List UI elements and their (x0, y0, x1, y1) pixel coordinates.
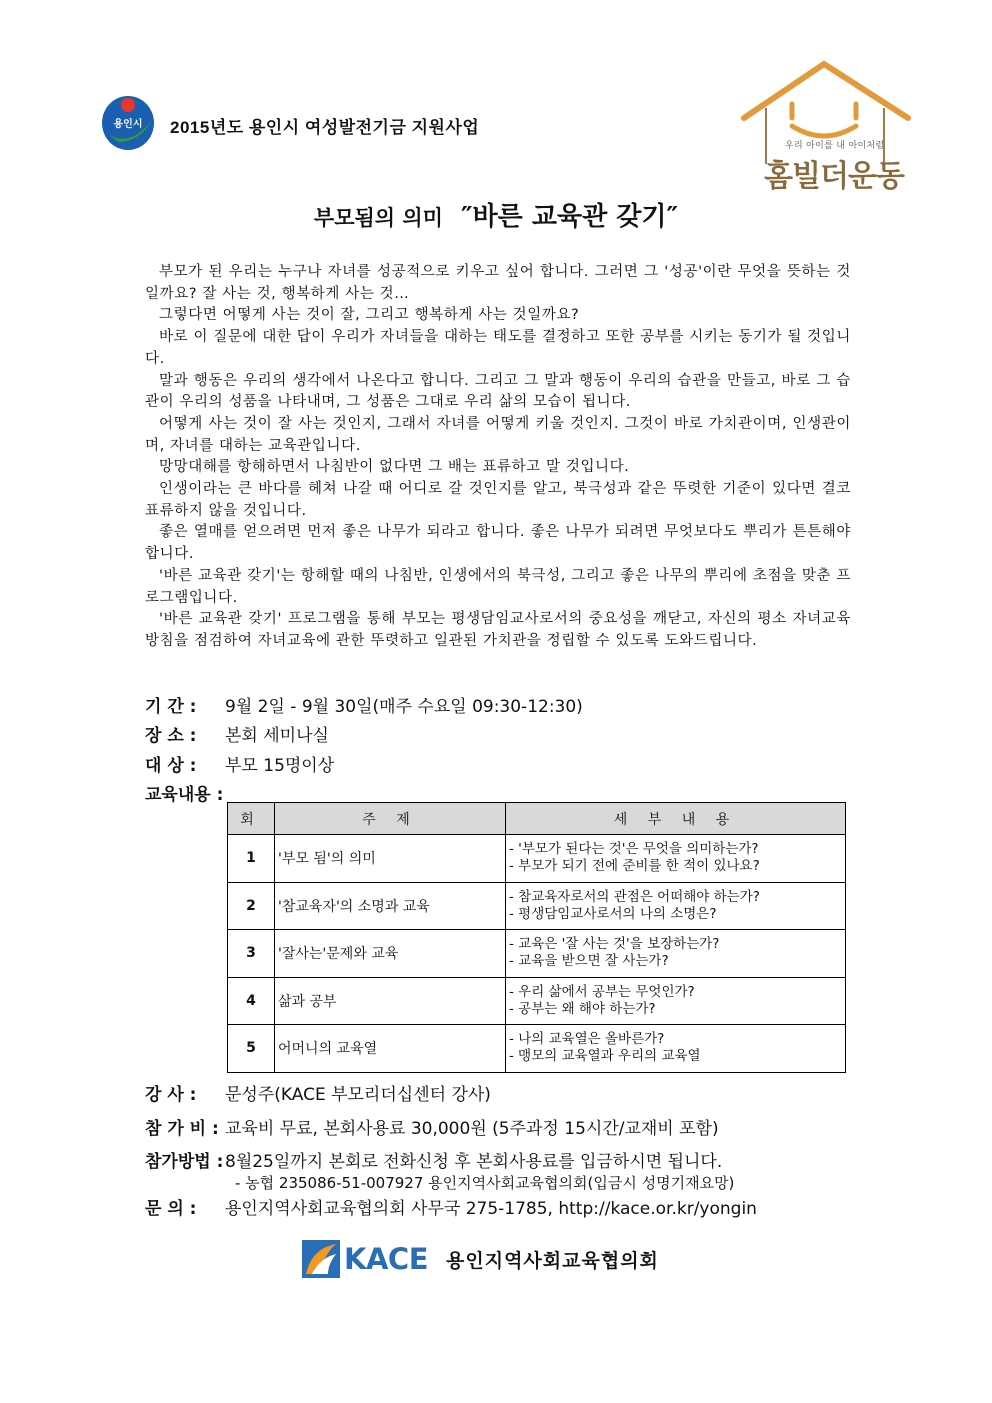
session-details (506, 1025, 846, 1073)
place-row (145, 721, 329, 746)
session-topic: '부모 됨'의 의미 (275, 835, 506, 883)
target-label: 대 상 : (145, 756, 197, 776)
session-number: 5 (228, 1025, 275, 1073)
session-topic: '잘사는'문제와 교육 (275, 930, 506, 978)
detail-line: - 평생담임교사로서의 나의 소명은? (509, 905, 717, 922)
col-header-topic: 주 제 (275, 803, 506, 835)
col-header-session: 회 (228, 803, 275, 835)
curriculum-table (227, 802, 846, 1073)
page-title (0, 196, 992, 233)
intro-paragraph: 말과 행동은 우리의 생각에서 나온다고 합니다. 그리고 그 말과 행동이 우리의 습관을 만들고, 바로 그 습관이 우리의 성품을 나타내며, 그 성품은 그대로 우리 삶의 모습이 됩니다. (145, 372, 851, 411)
table-row (228, 1025, 846, 1073)
period-row (145, 692, 583, 717)
period-label: 기 간 : (145, 697, 197, 717)
detail-line: - 나의 교육열은 올바른가? (509, 1031, 665, 1048)
session-details (506, 882, 846, 930)
program-title: 2015년도 용인시 여성발전기금 지원사업 (170, 117, 480, 137)
session-number: 2 (228, 882, 275, 930)
session-topic: '참교육자'의 소명과 교육 (275, 882, 506, 930)
target-row (145, 751, 334, 776)
content-label: 교육내용 : (145, 785, 224, 805)
table-row (228, 930, 846, 978)
footer (302, 1240, 659, 1278)
intro-paragraph: 부모가 된 우리는 누구나 자녀를 성공적으로 키우고 싶어 합니다. 그러면 그 '성공'이란 무엇을 뜻하는 것일까요? 잘 사는 것, 행복하게 사는 것… (145, 264, 851, 302)
bank-account: - 농협 235086-51-007927 용인지역사회교육협의회(입금시 성명기재요망) (235, 1174, 735, 1192)
session-details (506, 977, 846, 1025)
session-topic: 삶과 공부 (275, 977, 506, 1025)
intro-paragraph: 좋은 열매를 얻으려면 먼저 좋은 나무가 되라고 합니다. 좋은 나무가 되려면 무엇보다도 뿌리가 튼튼해야 합니다. (145, 524, 851, 563)
method-label: 참가방법 : (145, 1152, 224, 1172)
method-row (145, 1147, 722, 1172)
detail-line: - 우리 삶에서 공부는 무엇인가? (509, 983, 695, 1000)
intro-text (145, 262, 851, 653)
session-number: 3 (228, 930, 275, 978)
intro-paragraph: 어떻게 사는 것이 잘 사는 것인지, 그래서 자녀를 어떻게 키울 것인지. 그것이 바로 가치관이며, 인생관이며, 자녀를 대하는 교육관입니다. (145, 415, 851, 454)
target-value: 부모 15명이상 (225, 756, 335, 776)
intro-paragraph: '바른 교육관 갖기' 프로그램을 통해 부모는 평생담임교사로서의 중요성을 깨닫고, 자신의 평소 자녀교육 방침을 점검하여 자녀교육에 관한 뚜렷하고 일관된 가치관을 정립할 수 있도록 도와드립니다. (145, 611, 851, 649)
session-topic: 어머니의 교육열 (275, 1025, 506, 1073)
intro-paragraph: 망망대해를 항해하면서 나침반이 없다면 그 배는 표류하고 말 것입니다. (159, 459, 630, 476)
detail-line: - 공부는 왜 해야 하는가? (509, 1000, 656, 1017)
lecturer-label: 강 사 : (145, 1085, 197, 1105)
lecturer-value: 문성주(KACE 부모리더십센터 강사) (225, 1085, 491, 1105)
campaign-name: 홈빌더운동 (764, 159, 904, 194)
detail-line: - 참교육자로서의 관점은 어떠해야 하는가? (509, 888, 760, 905)
fee-value: 교육비 무료, 본회사용료 30,000원 (5주과정 15시간/교재비 포함) (225, 1119, 719, 1139)
detail-line: - 부모가 되기 전에 준비를 한 적이 있나요? (509, 858, 760, 875)
session-number: 4 (228, 977, 275, 1025)
session-details (506, 930, 846, 978)
method-value: 8월25일까지 본회로 전화신청 후 본회사용료를 입금하시면 됩니다. (225, 1152, 723, 1172)
intro-paragraph: 인생이라는 큰 바다를 헤쳐 나갈 때 어디로 갈 것인지를 알고, 북극성과 같은 뚜렷한 기준이 있다면 결코 표류하지 않을 것입니다. (145, 481, 851, 519)
bank-row (235, 1172, 734, 1193)
title-main: ″바른 교육관 갖기″ (460, 202, 679, 232)
lecturer-row (145, 1080, 491, 1105)
inquiry-label: 문 의 : (145, 1199, 197, 1219)
session-number: 1 (228, 835, 275, 883)
inquiry-value: 용인지역사회교육협의회 사무국 275-1785, http://kace.or.kr/yongin (225, 1199, 757, 1219)
detail-line: - '부모가 된다는 것'은 무엇을 의미하는가? (509, 841, 759, 858)
detail-line: - 교육을 받으면 잘 사는가? (509, 953, 669, 970)
kace-brand: KACE (344, 1242, 429, 1276)
table-row (228, 977, 846, 1025)
session-details (506, 835, 846, 883)
table-header-row (228, 803, 846, 835)
header-left (100, 92, 479, 152)
city-logo-text: 용인시 (113, 119, 143, 130)
table-row (228, 835, 846, 883)
inquiry-row (145, 1194, 757, 1219)
period-value: 9월 2일 - 9월 30일(매주 수요일 09:30-12:30) (225, 697, 583, 717)
title-prefix: 부모됨의 의미 (313, 206, 443, 230)
fee-row (145, 1114, 719, 1139)
content-row (145, 780, 225, 805)
organization-name: 용인지역사회교육협의회 (446, 1249, 659, 1272)
yongin-city-logo (100, 92, 156, 152)
table-row (228, 882, 846, 930)
fee-label: 참 가 비 : (145, 1119, 219, 1139)
campaign-tagline: 우리 아이를 내 아이처럼 (785, 141, 885, 151)
intro-paragraph: '바른 교육관 갖기'는 항해할 때의 나침반, 인생에서의 북극성, 그리고 좋은 나무의 뿌리에 초점을 맞춘 프로그램입니다. (145, 567, 851, 606)
detail-line: - 맹모의 교육열과 우리의 교육열 (509, 1048, 701, 1065)
intro-paragraph: 바로 이 질문에 대한 답이 우리가 자녀들을 대하는 태도를 결정하고 또한 공부를 시키는 동기가 될 것입니다. (145, 329, 851, 367)
kace-logo-icon (302, 1240, 340, 1278)
col-header-details: 세 부 내 용 (506, 803, 846, 835)
intro-paragraph: 그렇다면 어떻게 사는 것이 잘, 그리고 행복하게 사는 것일까요? (159, 307, 580, 324)
place-value: 본회 세미나실 (225, 726, 329, 746)
detail-line: - 교육은 '잘 사는 것'을 보장하는가? (509, 936, 720, 953)
place-label: 장 소 : (145, 726, 197, 746)
